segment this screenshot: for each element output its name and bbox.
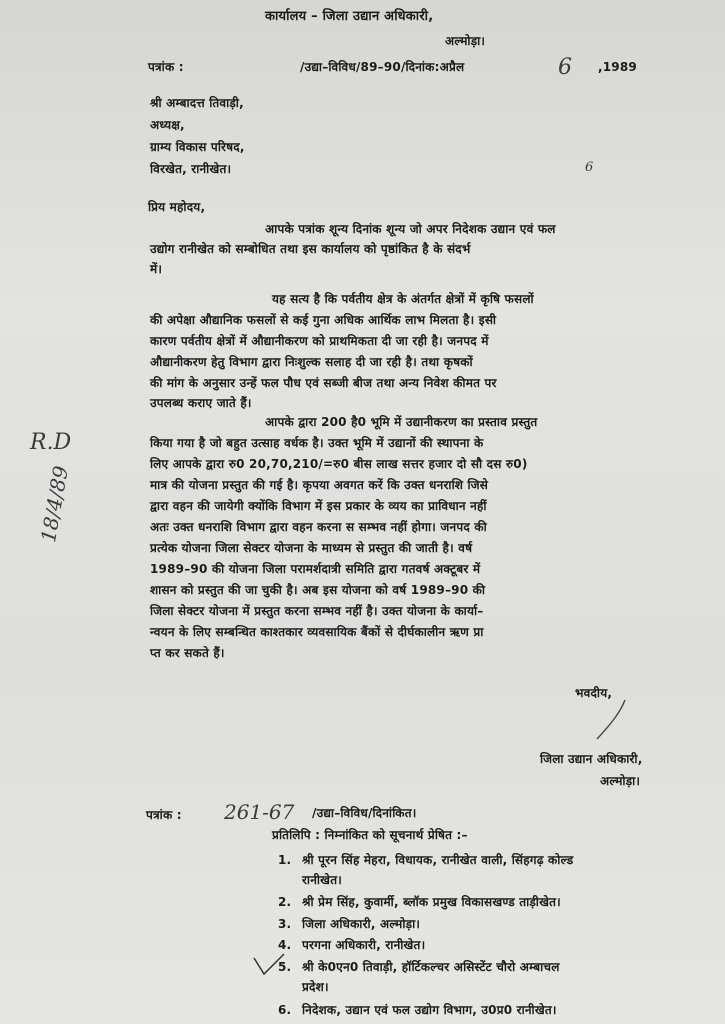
addressee-place: विरखेत, रानीखेत।: [150, 162, 232, 176]
ref-label: पत्रांक :: [148, 60, 184, 74]
signatory-title: जिला उद्यान अधिकारी,: [540, 752, 643, 766]
recipient-number: 4.: [278, 938, 292, 952]
salutation: प्रिय महोदय,: [148, 200, 206, 214]
para1-line: आपके पत्रांक शून्य दिनांक शून्य जो अपर निदेशक उद्यान एवं फल: [265, 222, 556, 236]
recipient-number: 1.: [278, 853, 292, 867]
para3-line: आपके द्वारा 200 है0 भूमि में उद्यानीकरण का प्रस्ताव प्रस्तुत: [265, 415, 538, 429]
tick-mark: [250, 950, 290, 980]
recipient-number: 5.: [278, 960, 292, 974]
addressee-organization: ग्राम्य विकास परिषद,: [150, 140, 245, 154]
para3-line: 1989–90 की योजना जिला परामर्शदात्री समिति द्वारा गतवर्ष अक्टूबर में: [150, 562, 481, 576]
recipient-line: जिला अधिकारी, अल्मोड़ा।: [302, 917, 421, 931]
addressee-name: श्री अम्बादत्त तिवाड़ी,: [150, 96, 244, 110]
side-number-handwritten: 6: [585, 160, 594, 175]
para3-line: किया गया है जो बहुत उत्साह वर्धक है। उक्त भूमि में उद्यानों की स्थापना के: [150, 436, 484, 450]
recipient-line: श्री प्रेम सिंह, कुवार्मी, ब्लॉक प्रमुख विकासखण्ड ताड़ीखेत।: [302, 895, 561, 909]
copy-heading: प्रतिलिपि : निम्नांकित को सूचनार्थ प्रेषित :–: [272, 828, 468, 842]
office-title: कार्यालय – जिला उद्यान अधिकारी,: [265, 9, 434, 24]
copy-ref-number-handwritten: 261-67: [224, 800, 295, 824]
margin-date-handwritten: 18/4/89: [36, 464, 74, 545]
closing: भवदीय,: [575, 686, 613, 700]
recipient-line: निदेशक, उद्यान एवं फल उद्योग विभाग, उ0प्र0 रानीखेत।: [302, 1003, 557, 1017]
para2-line: की मांग के अनुसार उन्हें फल पौध एवं सब्जी बीज तथा अन्य निवेश कीमत पर: [150, 376, 497, 390]
copy-ref-rest: /उद्या–विविध/दिनांकित।: [312, 806, 417, 820]
para1-line: उद्योग रानीखेत को सम्बोधित तथा इस कार्यालय को पृष्ठांकित है के संदर्भ: [150, 242, 471, 256]
para2-line: की अपेक्षा औद्यानिक फसलों से कई गुना अधिक आर्थिक लाभ मिलता है। इसी: [150, 313, 497, 327]
signatory-city: अल्मोड़ा।: [600, 774, 641, 788]
ref-year: ,1989: [598, 60, 637, 74]
recipient-line: रानीखेत।: [302, 873, 342, 887]
para3-line: प्त कर सकते हैं।: [150, 646, 225, 660]
para3-line: अतः उक्त धनराशि विभाग द्वारा वहन करना स सम्भव नहीं होगा। जनपद की: [150, 520, 487, 534]
recipient-number: 3.: [278, 917, 292, 931]
ref-code: /उद्या–विविध/89–90/दिनांक:अप्रैल: [300, 60, 465, 74]
para3-line: लिए आपके द्वारा रु0 20,70,210/=रु0 बीस लाख सत्तर हजार दो सौ दस रु0): [150, 457, 528, 471]
para2-line: यह सत्य है कि पर्वतीय क्षेत्र के अंतर्गत क्षेत्रों में कृषि फसलों: [272, 292, 534, 306]
para2-line: उपलब्ध कराए जाते हैं।: [150, 396, 252, 410]
margin-initial-handwritten: R.D: [30, 430, 72, 455]
recipient-line: श्री पूरन सिंह मेहरा, विधायक, रानीखेत वाली, सिंहगढ़ कोल्ड: [302, 853, 574, 867]
recipient-line: प्रदेश।: [302, 980, 329, 994]
para3-line: न्वयन के लिए सम्बन्धित काश्तकार व्यवसायिक बैंकों से दीर्घकालीन ऋण प्रा: [150, 625, 484, 639]
ref-day-handwritten: 6: [558, 55, 572, 80]
recipient-number: 2.: [278, 895, 292, 909]
para3-line: द्वारा वहन की जायेगी क्योंकि विभाग में इस प्रकार के व्यय का प्राविधान नहीं: [150, 499, 487, 513]
office-city: अल्मोड़ा।: [445, 34, 486, 48]
copy-ref-label: पत्रांक :: [146, 808, 182, 822]
para2-line: कारण पर्वतीय क्षेत्रों में औद्यानीकरण को प्राथमिकता दी जा रही है। जनपद में: [150, 334, 489, 348]
recipient-number: 6.: [278, 1003, 292, 1017]
para3-line: मात्र की योजना प्रस्तुत की गई है। कृपया अवगत करें कि उक्त धनराशि जिसे: [150, 478, 489, 492]
para3-line: शासन को प्रस्तुत की जा चुकी है। अब इस योजना को वर्ष 1989–90 की: [150, 583, 486, 597]
para3-line: प्रत्येक योजना जिला सेक्टर योजना के माध्यम से प्रस्तुत की जाती है। वर्ष: [150, 541, 473, 555]
signature-mark: [585, 695, 645, 745]
para3-line: जिला सेक्टर योजना में प्रस्तुत करना सम्भव नहीं है। उक्त योजना के कार्या–: [150, 604, 484, 618]
recipient-line: परगना अधिकारी, रानीखेत।: [302, 938, 426, 952]
recipient-line: श्री के0एन0 तिवाड़ी, हॉर्टिकल्चर असिस्टेंट चौरो अम्बाचल: [302, 960, 560, 974]
addressee-designation: अध्यक्ष,: [150, 118, 185, 132]
para2-line: औद्यानीकरण हेतु विभाग द्वारा निःशुल्क सलाह दी जा रही है। तथा कृषकों: [150, 355, 473, 369]
para1-line: में।: [150, 262, 163, 276]
